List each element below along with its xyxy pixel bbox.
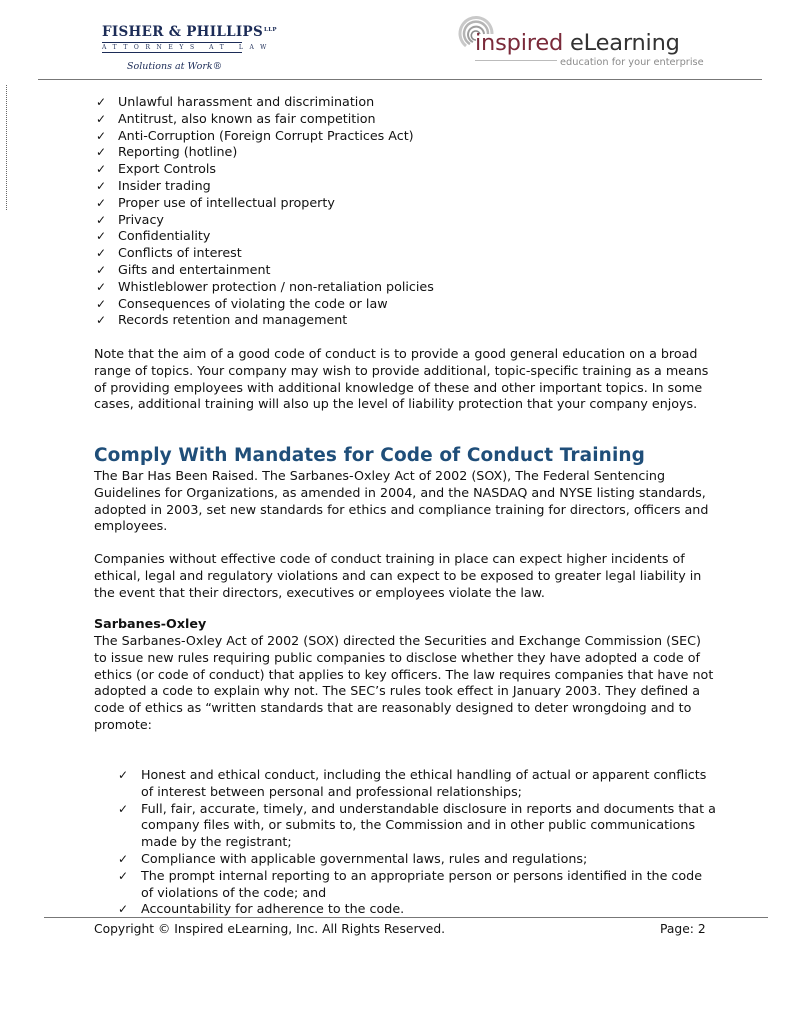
topic-item bbox=[94, 128, 774, 145]
footer-divider bbox=[44, 917, 768, 918]
fp-logo-subtitle: ATTORNEYS AT LAW bbox=[102, 44, 273, 51]
topic-item bbox=[94, 312, 774, 329]
promote-item bbox=[118, 901, 718, 918]
topic-item bbox=[94, 296, 774, 313]
checkmark-icon: ✓ bbox=[96, 313, 107, 328]
topic-item bbox=[94, 262, 774, 279]
footer-page-number: Page: 2 bbox=[660, 922, 706, 936]
promote-item-text: Full, fair, accurate, timely, and understandable disclosure in reports and documents that a company files with, or submits to, the Commission and in other public communications made by the registrant; bbox=[141, 800, 716, 850]
topic-item-text: Confidentiality bbox=[118, 228, 211, 244]
checkmark-icon: ✓ bbox=[96, 229, 107, 244]
topic-item bbox=[94, 144, 774, 161]
topic-item bbox=[94, 245, 774, 262]
fp-logo-llp: LLP bbox=[264, 27, 277, 33]
margin-marker bbox=[6, 85, 7, 210]
topic-item-text: Unlawful harassment and discrimination bbox=[118, 94, 375, 109]
fp-logo-tagline: Solutions at Work® bbox=[127, 61, 223, 72]
header-divider bbox=[38, 79, 762, 80]
bar-raised-paragraph: The Bar Has Been Raised. The Sarbanes-Oxley Act of 2002 (SOX), The Federal Sentencing Guidelines for Organizations, as amended in 2004, and the NASDAQ and NYSE listing standards, adopted in 2003, set new standards for ethics and compliance training for directors, officers and employees. bbox=[94, 468, 709, 534]
section-heading: Comply With Mandates for Code of Conduct Training bbox=[94, 445, 646, 466]
topic-item-text: Reporting (hotline) bbox=[118, 144, 238, 160]
topic-item bbox=[94, 94, 774, 111]
promote-item-text: Accountability for adherence to the code. bbox=[141, 901, 405, 917]
checkmark-icon: ✓ bbox=[96, 212, 107, 227]
topic-item-text: Privacy bbox=[118, 211, 164, 227]
checkmark-icon: ✓ bbox=[96, 262, 107, 277]
checkmark-icon: ✓ bbox=[118, 902, 129, 917]
checkmark-icon: ✓ bbox=[96, 296, 107, 311]
topic-item-text: Insider trading bbox=[118, 177, 211, 193]
topic-item-text: Gifts and entertainment bbox=[118, 261, 271, 277]
checkmark-icon: ✓ bbox=[96, 162, 107, 177]
checkmark-icon: ✓ bbox=[96, 246, 107, 261]
ie-logo-tagline: education for your enterprise bbox=[560, 57, 704, 68]
topics-checklist bbox=[94, 94, 774, 329]
checkmark-icon: ✓ bbox=[118, 868, 129, 883]
topic-item-text: Antitrust, also known as fair competition bbox=[118, 110, 376, 126]
topic-item bbox=[94, 195, 774, 212]
topic-item bbox=[94, 161, 774, 178]
topic-item-text: Whistleblower protection / non-retaliation policies bbox=[118, 278, 434, 294]
topic-item bbox=[94, 228, 774, 245]
topic-item-text: Proper use of intellectual property bbox=[118, 194, 335, 210]
promote-item bbox=[118, 851, 718, 868]
checkmark-icon: ✓ bbox=[96, 128, 107, 143]
checkmark-icon: ✓ bbox=[96, 145, 107, 160]
topic-item-text: Records retention and management bbox=[118, 312, 348, 328]
promote-item-text: The prompt internal reporting to an appropriate person or persons identified in the code of violations of the code; and bbox=[141, 867, 703, 900]
topic-item-text: Conflicts of interest bbox=[118, 245, 242, 261]
sox-heading: Sarbanes-Oxley bbox=[94, 616, 207, 631]
topic-item bbox=[94, 279, 774, 296]
checkmark-icon: ✓ bbox=[118, 851, 129, 866]
footer-copyright: Copyright © Inspired eLearning, Inc. All Rights Reserved. bbox=[94, 922, 446, 936]
topic-item-text: Anti-Corruption (Foreign Corrupt Practices Act) bbox=[118, 127, 414, 143]
topic-item bbox=[94, 212, 774, 229]
checkmark-icon: ✓ bbox=[96, 178, 107, 193]
companies-paragraph: Companies without effective code of conduct training in place can expect higher incidents of ethical, legal and regulatory violations and can expect to be exposed to greater legal liability in the event that their directors, executives or employees violate the law. bbox=[94, 551, 702, 600]
promote-item bbox=[118, 868, 718, 902]
note-paragraph: Note that the aim of a good code of conduct is to provide a good general education on a broad range of topics. Your company may wish to provide additional, topic-specific training as a means of providing employees with additional knowledge of these and other important topics. In some cases, additional training will also up the level of liability protection that your company enjoys. bbox=[94, 346, 709, 412]
promote-item bbox=[118, 767, 718, 801]
promote-item bbox=[118, 801, 718, 851]
checkmark-icon: ✓ bbox=[118, 801, 129, 816]
inspired-elearning-logo bbox=[458, 14, 718, 74]
ie-logo-rule bbox=[475, 60, 557, 61]
fp-logo-name: FISHER & PHILLIPS bbox=[102, 24, 264, 40]
checkmark-icon: ✓ bbox=[96, 111, 107, 126]
checkmark-icon: ✓ bbox=[96, 195, 107, 210]
fisher-phillips-logo bbox=[102, 24, 277, 72]
checkmark-icon: ✓ bbox=[118, 768, 129, 782]
topic-item bbox=[94, 111, 774, 128]
ie-logo-word-inspired: inspired bbox=[475, 30, 564, 56]
topic-item bbox=[94, 178, 774, 195]
promote-item-text: Honest and ethical conduct, including the ethical handling of actual or apparent conflicts of interest between personal and professional relationships; bbox=[141, 767, 707, 799]
topic-item-text: Consequences of violating the code or law bbox=[118, 295, 388, 311]
promote-item-text: Compliance with applicable governmental laws, rules and regulations; bbox=[141, 850, 588, 866]
ie-logo-word-elearning: eLearning bbox=[563, 30, 680, 56]
promote-checklist bbox=[118, 767, 718, 918]
topic-item-text: Export Controls bbox=[118, 161, 217, 177]
sox-paragraph: The Sarbanes-Oxley Act of 2002 (SOX) directed the Securities and Exchange Commission (SEC) to issue new rules requiring public companies to disclose whether they have adopted a code of ethics (or code of conduct) that applies to key officers. The law requires companies that have not adopted a code to explain why not. The SEC’s rules took effect in January 2003. They defined a code of ethics as “written standards that are reasonably designed to deter wrongdoing and to promote: bbox=[94, 633, 714, 732]
checkmark-icon: ✓ bbox=[96, 279, 107, 294]
checkmark-icon: ✓ bbox=[96, 95, 107, 109]
